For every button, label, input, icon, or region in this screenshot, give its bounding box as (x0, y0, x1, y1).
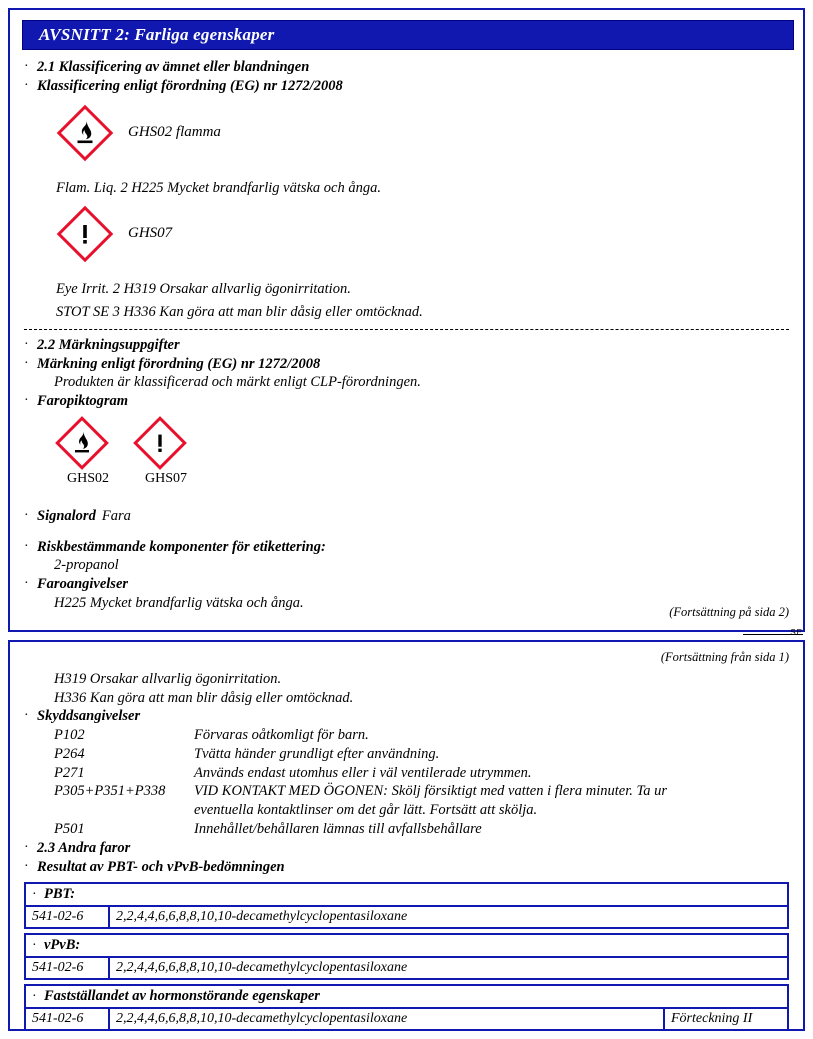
components-heading (24, 538, 789, 557)
signal-word-label: Signalord (37, 507, 96, 524)
clp-statement: Produkten är klassificerad och märkt enligt CLP-förordningen. (54, 374, 421, 391)
components-label: Riskbestämmande komponenter för etikettering: (37, 538, 326, 555)
bullet-dot: · (24, 77, 29, 93)
pictogram-caption: GHS07 (144, 470, 187, 486)
table-pbt-title: PBT: (44, 886, 76, 902)
table-endocrine (24, 984, 789, 1031)
substance-name: 2,2,4,4,6,6,8,8,10,10-decamethylcyclopentasiloxane (116, 909, 408, 924)
heading-2-3 (24, 839, 789, 858)
precautionary-code: P271 (54, 764, 85, 781)
exclamation-icon (134, 417, 186, 469)
continuation-prev-page: (Fortsättning från sida 1) (660, 650, 789, 664)
precautionary-row (24, 782, 789, 801)
bullet-dot: · (24, 59, 29, 74)
table-pbt (24, 882, 789, 929)
bullet-dot: · (24, 708, 29, 724)
exclamation-glyph (134, 417, 186, 469)
flame-glyph (56, 417, 108, 469)
precautionary-code: P305+P351+P338 (54, 783, 166, 800)
bullet-dot: · (24, 355, 29, 371)
heading-2-3-label: 2.3 Andra faror (37, 840, 131, 856)
pictogram-ghs07-row (24, 205, 789, 263)
cas-number: 541-02-6 (26, 907, 110, 927)
exclamation-glyph (56, 205, 114, 263)
hazard-statement-item: H319 Orsakar allvarlig ögonirritation. (54, 671, 282, 687)
exclamation-icon (56, 205, 114, 263)
precautionary-row (24, 726, 789, 745)
pictogram-item-ghs02 (56, 417, 120, 487)
pictogram-ghs07-label: GHS07 (128, 225, 173, 242)
pictogram-caption: GHS02 (66, 470, 109, 486)
precautionary-heading (24, 707, 789, 726)
hazard-statements-heading (24, 575, 789, 594)
cas-number: 541-02-6 (26, 1009, 110, 1029)
section-2-content-continued (10, 670, 803, 877)
heading-2-2-label: 2.2 Märkningsuppgifter (37, 336, 180, 353)
heading-2-1-label: 2.1 Klassificering av ämnet eller blandningen (37, 59, 310, 75)
table-row (26, 1007, 787, 1029)
section-2-content (10, 58, 803, 612)
label-pictograms (24, 417, 789, 487)
table-endocrine-title-row (26, 986, 787, 1007)
bullet-dot: · (32, 988, 37, 1004)
pictogram-ghs02-row (24, 104, 789, 162)
section-banner-title: AVSNITT 2: Farliga egenskaper (39, 25, 275, 44)
hazard-statement-h319: Eye Irrit. 2 H319 Orsakar allvarlig ögonirritation. (56, 280, 351, 297)
flame-icon (56, 104, 114, 162)
precautionary-text: Förvaras oåtkomligt för barn. (194, 726, 369, 743)
bullet-dot: · (24, 840, 29, 855)
subheading-2-1-label: Klassificering enligt förordning (EG) nr 1272/2008 (37, 77, 343, 94)
substance-note: Förteckning II (663, 1009, 787, 1029)
components-value: 2-propanol (54, 557, 119, 574)
table-pbt-title-row (26, 884, 787, 905)
heading-pictograms-label: Faropiktogram (37, 392, 129, 409)
flame-icon (56, 417, 108, 469)
heading-pictograms (24, 392, 789, 411)
pictogram-item-ghs07 (134, 417, 198, 487)
continuation-next-page: (Fortsättning på sida 2) (669, 605, 789, 619)
section-divider (24, 329, 789, 330)
bullet-dot: · (24, 336, 29, 352)
page-bottom-sheet (8, 640, 805, 1031)
heading-2-2 (24, 336, 789, 355)
subheading-2-1-clp (24, 77, 789, 96)
bullet-dot: · (32, 937, 37, 953)
subheading-2-3-label: Resultat av PBT- och vPvB-bedömningen (37, 858, 285, 875)
subheading-2-3-pbt (24, 858, 789, 877)
precautionary-row (24, 820, 789, 839)
precautionary-text: VID KONTAKT MED ÖGONEN: Skölj försiktigt med vatten i flera minuter. Ta ur (194, 783, 667, 800)
precautionary-text: Innehållet/behållaren lämnas till avfallsbehållare (194, 821, 482, 838)
substance-name: 2,2,4,4,6,6,8,8,10,10-decamethylcyclopentasiloxane (116, 960, 408, 975)
bullet-dot: · (24, 858, 29, 874)
precautionary-text-continued: eventuella kontaktlinser om det går lätt. Fortsätt att skölja. (194, 802, 538, 819)
bullet-dot: · (24, 538, 29, 554)
precautionary-row (24, 745, 789, 764)
table-vpvb-title-row (26, 935, 787, 956)
bullet-dot: · (24, 392, 29, 408)
precautionary-code: P102 (54, 726, 85, 743)
page-top-sheet (8, 8, 805, 632)
bullet-dot: · (24, 507, 29, 523)
bullet-dot: · (24, 576, 29, 591)
table-row (26, 956, 787, 978)
table-row (26, 905, 787, 927)
precautionary-text: Används endast utomhus eller i väl ventilerade utrymmen. (194, 764, 532, 781)
table-endocrine-title: Fastställandet av hormonstörande egenskaper (44, 988, 320, 1004)
precautionary-code: P264 (54, 745, 85, 762)
hazard-statement-h225: Flam. Liq. 2 H225 Mycket brandfarlig vätska och ånga. (56, 179, 381, 196)
pbt-tables (10, 878, 803, 1031)
hazard-statement-item: H336 Kan göra att man blir dåsig eller omtöcknad. (54, 689, 354, 706)
subheading-2-2-clp (24, 355, 789, 374)
country-code-label: SE (790, 628, 803, 637)
heading-2-1 (24, 58, 789, 77)
section-banner (22, 20, 794, 50)
precautionary-row (24, 764, 789, 783)
flame-glyph (56, 104, 114, 162)
hazard-statements-label: Faroangivelser (37, 576, 129, 592)
pictogram-ghs02-label: GHS02 flamma (128, 124, 221, 141)
signal-word-row (24, 507, 789, 526)
hazard-statement-item: H225 Mycket brandfarlig vätska och ånga. (54, 594, 304, 611)
precautionary-text: Tvätta händer grundligt efter användning. (194, 745, 440, 762)
cas-number: 541-02-6 (26, 958, 110, 978)
table-vpvb-title: vPvB: (44, 937, 81, 953)
subheading-2-2-label: Märkning enligt förordning (EG) nr 1272/2008 (37, 355, 321, 372)
precautionary-label: Skyddsangivelser (37, 708, 141, 725)
signal-word-value: Fara (101, 507, 131, 524)
hazard-statement-h336: STOT SE 3 H336 Kan göra att man blir dåsig eller omtöcknad. (56, 303, 423, 320)
bullet-dot: · (32, 886, 37, 902)
table-vpvb (24, 933, 789, 980)
precautionary-code: P501 (54, 821, 85, 838)
substance-name: 2,2,4,4,6,6,8,8,10,10-decamethylcyclopentasiloxane (116, 1011, 408, 1026)
